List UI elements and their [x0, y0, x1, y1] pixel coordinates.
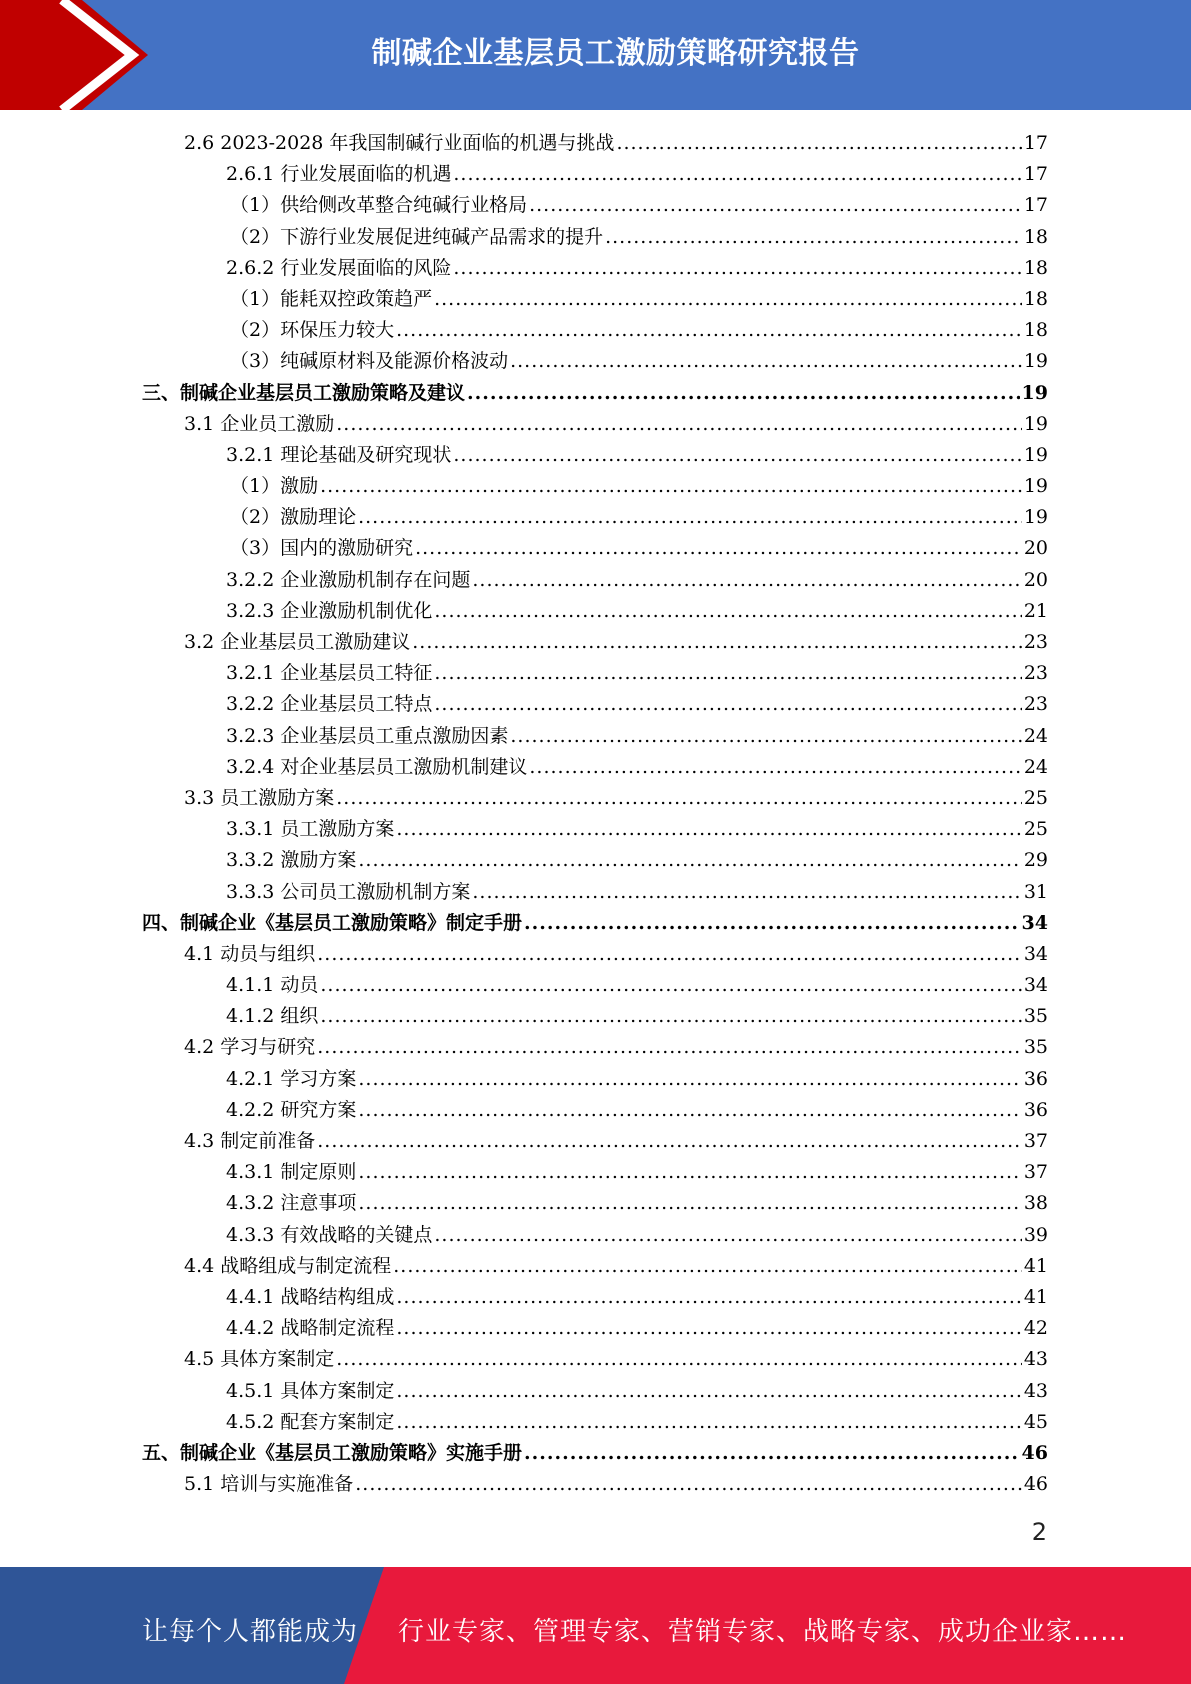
- toc-dot-leader: [355, 1469, 1022, 1500]
- toc-entry-title: 4.5 具体方案制定: [184, 1348, 335, 1371]
- toc-dot-leader: [524, 908, 1020, 939]
- toc-entry[interactable]: [142, 1282, 1048, 1313]
- toc-dot-leader: [412, 627, 1022, 658]
- toc-entry-title: 3.2.1 企业基层员工特征: [226, 662, 433, 685]
- toc-entry-page: 19: [1023, 443, 1048, 466]
- toc-entry-page: 18: [1023, 319, 1048, 342]
- toc-entry-title: 三、制碱企业基层员工激励策略及建议: [142, 381, 466, 404]
- toc-dot-leader: [317, 939, 1022, 970]
- header-title: 制碱企业基层员工激励策略研究报告: [371, 36, 860, 71]
- toc-entry-page: 37: [1023, 1161, 1048, 1184]
- page-footer: [0, 1567, 1191, 1684]
- toc-entry[interactable]: [142, 721, 1048, 752]
- toc-entry-title: （1）能耗双控政策趋严: [230, 287, 433, 310]
- toc-entry-title: 4.4 战略组成与制定流程: [184, 1254, 392, 1277]
- toc-entry[interactable]: [142, 128, 1048, 159]
- toc-dot-leader: [393, 1251, 1022, 1282]
- toc-entry[interactable]: [142, 159, 1048, 190]
- toc-entry[interactable]: [142, 284, 1048, 315]
- toc-entry[interactable]: [142, 845, 1048, 876]
- toc-dot-leader: [320, 970, 1021, 1001]
- toc-dot-leader: [396, 1313, 1021, 1344]
- toc-dot-leader: [453, 440, 1021, 471]
- toc-entry-title: 3.3.3 公司员工激励机制方案: [226, 880, 471, 903]
- toc-dot-leader: [358, 1095, 1021, 1126]
- toc-entry-title: 4.1 动员与组织: [184, 942, 316, 965]
- toc-entry-title: 2.6.1 行业发展面临的机遇: [226, 163, 452, 186]
- toc-entry-title: 3.2 企业基层员工激励建议: [184, 631, 411, 653]
- toc-entry[interactable]: [142, 471, 1048, 502]
- toc-entry-page: 18: [1023, 287, 1048, 310]
- toc-entry[interactable]: [142, 1376, 1048, 1407]
- toc-dot-leader: [434, 596, 1021, 627]
- toc-entry[interactable]: [142, 814, 1048, 845]
- toc-entry-title: 4.5.1 具体方案制定: [226, 1379, 395, 1402]
- toc-entry-title: 3.2.4 对企业基层员工激励机制建议: [226, 755, 528, 778]
- toc-dot-leader: [336, 1344, 1022, 1375]
- toc-entry-page: 36: [1023, 1098, 1048, 1121]
- toc-entry-page: 25: [1023, 786, 1048, 809]
- toc-entry-page: 23: [1023, 631, 1048, 653]
- toc-entry-title: 4.4.1 战略结构组成: [226, 1285, 395, 1308]
- toc-entry-page: 46: [1023, 1473, 1048, 1496]
- toc-entry[interactable]: [142, 190, 1048, 221]
- toc-dot-leader: [396, 315, 1022, 346]
- toc-entry-title: （1）激励: [230, 475, 319, 498]
- toc-entry[interactable]: [142, 1095, 1048, 1126]
- toc-entry-title: 五、制碱企业《基层员工激励策略》实施手册: [142, 1441, 523, 1464]
- toc-entry-page: 19: [1023, 350, 1048, 373]
- toc-entry-title: （3）纯碱原材料及能源价格波动: [230, 350, 509, 373]
- toc-dot-leader: [472, 877, 1021, 908]
- toc-entry-title: 3.3 员工激励方案: [184, 786, 335, 809]
- toc-entry-page: 19: [1021, 381, 1048, 404]
- toc-entry-title: 3.2.3 企业激励机制优化: [226, 599, 433, 622]
- toc-dot-leader: [453, 159, 1021, 190]
- toc-entry-title: （2）激励理论: [230, 506, 357, 529]
- toc-entry-page: 42: [1023, 1317, 1048, 1340]
- toc-entry[interactable]: [142, 596, 1048, 627]
- toc-entry-page: 21: [1023, 599, 1048, 622]
- toc-entry-title: 3.3.1 员工激励方案: [226, 818, 395, 841]
- toc-entry[interactable]: [142, 783, 1048, 814]
- toc-dot-leader: [529, 752, 1021, 783]
- toc-entry[interactable]: [142, 1251, 1048, 1282]
- toc-dot-leader: [358, 1157, 1021, 1188]
- toc-dot-leader: [317, 1126, 1022, 1157]
- toc-entry-page: 17: [1023, 132, 1048, 154]
- toc-entry-page: 43: [1023, 1379, 1048, 1402]
- toc-dot-leader: [336, 409, 1022, 440]
- toc-dot-leader: [616, 128, 1021, 159]
- toc-entry[interactable]: [142, 689, 1048, 720]
- toc-entry-page: 19: [1023, 475, 1048, 498]
- toc-entry-page: 37: [1023, 1130, 1048, 1152]
- toc-entry-page: 43: [1023, 1348, 1048, 1371]
- toc-dot-leader: [434, 1220, 1021, 1251]
- toc-entry-title: 4.5.2 配套方案制定: [226, 1410, 395, 1433]
- toc-dot-leader: [415, 533, 1022, 564]
- toc-entry-title: 4.4.2 战略制定流程: [226, 1317, 395, 1340]
- toc-entry-page: 19: [1023, 412, 1048, 435]
- toc-dot-leader: [320, 471, 1022, 502]
- toc-dot-leader: [336, 783, 1022, 814]
- page-header: [0, 0, 1191, 110]
- toc-entry[interactable]: [142, 440, 1048, 471]
- toc-entry-page: 35: [1023, 1036, 1048, 1059]
- toc-entry-title: （2）环保压力较大: [230, 319, 395, 342]
- toc-entry-page: 20: [1023, 568, 1048, 591]
- table-of-contents: [142, 128, 1048, 1500]
- toc-entry[interactable]: [142, 1407, 1048, 1438]
- toc-dot-leader: [510, 346, 1022, 377]
- toc-entry-page: 35: [1023, 1005, 1048, 1028]
- toc-entry-page: 24: [1023, 755, 1048, 778]
- toc-entry-title: 4.3 制定前准备: [184, 1130, 316, 1152]
- toc-entry[interactable]: [142, 1126, 1048, 1157]
- toc-entry-title: 2.6 2023-2028 年我国制碱行业面临的机遇与挑战: [184, 132, 615, 154]
- toc-entry[interactable]: [142, 346, 1048, 377]
- toc-entry-page: 17: [1023, 194, 1048, 217]
- toc-entry[interactable]: [142, 1188, 1048, 1219]
- toc-entry-page: 18: [1023, 256, 1048, 279]
- toc-entry-page: 41: [1023, 1285, 1048, 1308]
- toc-dot-leader: [434, 689, 1021, 720]
- toc-entry-title: 4.3.3 有效战略的关键点: [226, 1223, 433, 1246]
- toc-entry-page: 18: [1023, 225, 1048, 248]
- toc-entry-title: 4.2.2 研究方案: [226, 1098, 357, 1121]
- toc-entry[interactable]: [142, 908, 1048, 939]
- toc-entry-page: 17: [1023, 163, 1048, 186]
- toc-entry-title: 4.3.1 制定原则: [226, 1161, 357, 1184]
- toc-entry-page: 39: [1023, 1223, 1048, 1246]
- toc-dot-leader: [396, 1282, 1021, 1313]
- toc-entry-title: 4.1.1 动员: [226, 974, 319, 997]
- toc-dot-leader: [472, 565, 1021, 596]
- toc-entry-title: 3.2.2 企业基层员工特点: [226, 693, 433, 716]
- toc-dot-leader: [358, 502, 1022, 533]
- toc-entry-page: 46: [1021, 1441, 1048, 1464]
- toc-entry[interactable]: [142, 565, 1048, 596]
- toc-entry-page: 31: [1023, 880, 1048, 903]
- toc-entry-page: 38: [1023, 1192, 1048, 1215]
- toc-entry-page: 34: [1023, 974, 1048, 997]
- toc-entry[interactable]: [142, 502, 1048, 533]
- toc-entry-page: 45: [1023, 1410, 1048, 1433]
- toc-entry[interactable]: [142, 1220, 1048, 1251]
- toc-entry[interactable]: [142, 409, 1048, 440]
- toc-entry-page: 34: [1023, 942, 1048, 965]
- toc-entry[interactable]: [142, 658, 1048, 689]
- toc-entry-title: 3.2.2 企业激励机制存在问题: [226, 568, 471, 591]
- toc-dot-leader: [317, 1032, 1022, 1063]
- toc-entry[interactable]: [142, 1313, 1048, 1344]
- toc-entry-title: 3.1 企业员工激励: [184, 412, 335, 435]
- toc-entry[interactable]: [142, 253, 1048, 284]
- toc-entry-page: 23: [1023, 662, 1048, 685]
- toc-entry[interactable]: [142, 939, 1048, 970]
- toc-entry-page: 20: [1023, 537, 1048, 560]
- toc-dot-leader: [434, 284, 1022, 315]
- toc-entry-title: 4.2 学习与研究: [184, 1036, 316, 1059]
- toc-dot-leader: [467, 378, 1020, 409]
- toc-entry-title: 4.2.1 学习方案: [226, 1067, 357, 1090]
- toc-dot-leader: [358, 1188, 1021, 1219]
- toc-entry-title: 四、制碱企业《基层员工激励策略》制定手册: [142, 911, 523, 934]
- toc-entry[interactable]: [142, 378, 1048, 409]
- toc-entry-title: （2）下游行业发展促进纯碱产品需求的提升: [230, 225, 604, 248]
- page-number: 2: [1031, 1518, 1047, 1546]
- toc-entry-title: （1）供给侧改革整合纯碱行业格局: [230, 194, 528, 217]
- toc-entry-title: 5.1 培训与实施准备: [184, 1473, 354, 1496]
- toc-entry[interactable]: [142, 1001, 1048, 1032]
- toc-entry[interactable]: [142, 752, 1048, 783]
- toc-entry[interactable]: [142, 627, 1048, 658]
- toc-entry[interactable]: [142, 970, 1048, 1001]
- toc-entry[interactable]: [142, 1438, 1048, 1469]
- toc-entry-title: 4.1.2 组织: [226, 1005, 319, 1028]
- toc-dot-leader: [434, 658, 1021, 689]
- toc-entry-title: 2.6.2 行业发展面临的风险: [226, 256, 452, 279]
- toc-entry-page: 25: [1023, 818, 1048, 841]
- toc-entry-title: 3.3.2 激励方案: [226, 849, 357, 872]
- toc-entry-title: 4.3.2 注意事项: [226, 1192, 357, 1215]
- toc-dot-leader: [396, 1407, 1021, 1438]
- toc-entry-page: 24: [1023, 724, 1048, 747]
- toc-entry[interactable]: [142, 222, 1048, 253]
- footer-slogan-right: 行业专家、管理专家、营销专家、战略专家、成功企业家……: [398, 1617, 1128, 1647]
- toc-dot-leader: [358, 1064, 1021, 1095]
- toc-entry[interactable]: [142, 1344, 1048, 1375]
- toc-dot-leader: [320, 1001, 1021, 1032]
- toc-entry-title: （3）国内的激励研究: [230, 537, 414, 560]
- toc-entry[interactable]: [142, 1032, 1048, 1063]
- toc-entry-page: 36: [1023, 1067, 1048, 1090]
- toc-entry-title: 3.2.3 企业基层员工重点激励因素: [226, 724, 509, 747]
- toc-entry-page: 19: [1023, 506, 1048, 529]
- toc-entry-page: 29: [1023, 849, 1048, 872]
- toc-entry-page: 23: [1023, 693, 1048, 716]
- toc-entry-page: 34: [1021, 911, 1048, 934]
- toc-entry-page: 41: [1023, 1254, 1048, 1277]
- toc-entry[interactable]: [142, 1064, 1048, 1095]
- toc-dot-leader: [396, 1376, 1021, 1407]
- toc-dot-leader: [524, 1438, 1020, 1469]
- toc-dot-leader: [358, 845, 1021, 876]
- toc-entry[interactable]: [142, 1157, 1048, 1188]
- footer-slogan-left: 让每个人都能成为: [142, 1617, 359, 1647]
- toc-entry-title: 3.2.1 理论基础及研究现状: [226, 443, 452, 466]
- toc-dot-leader: [510, 721, 1021, 752]
- toc-dot-leader: [529, 190, 1022, 221]
- toc-dot-leader: [453, 253, 1021, 284]
- toc-dot-leader: [605, 222, 1022, 253]
- toc-entry[interactable]: [142, 877, 1048, 908]
- toc-entry[interactable]: [142, 315, 1048, 346]
- toc-dot-leader: [396, 814, 1021, 845]
- toc-entry[interactable]: [142, 1469, 1048, 1500]
- toc-entry[interactable]: [142, 533, 1048, 564]
